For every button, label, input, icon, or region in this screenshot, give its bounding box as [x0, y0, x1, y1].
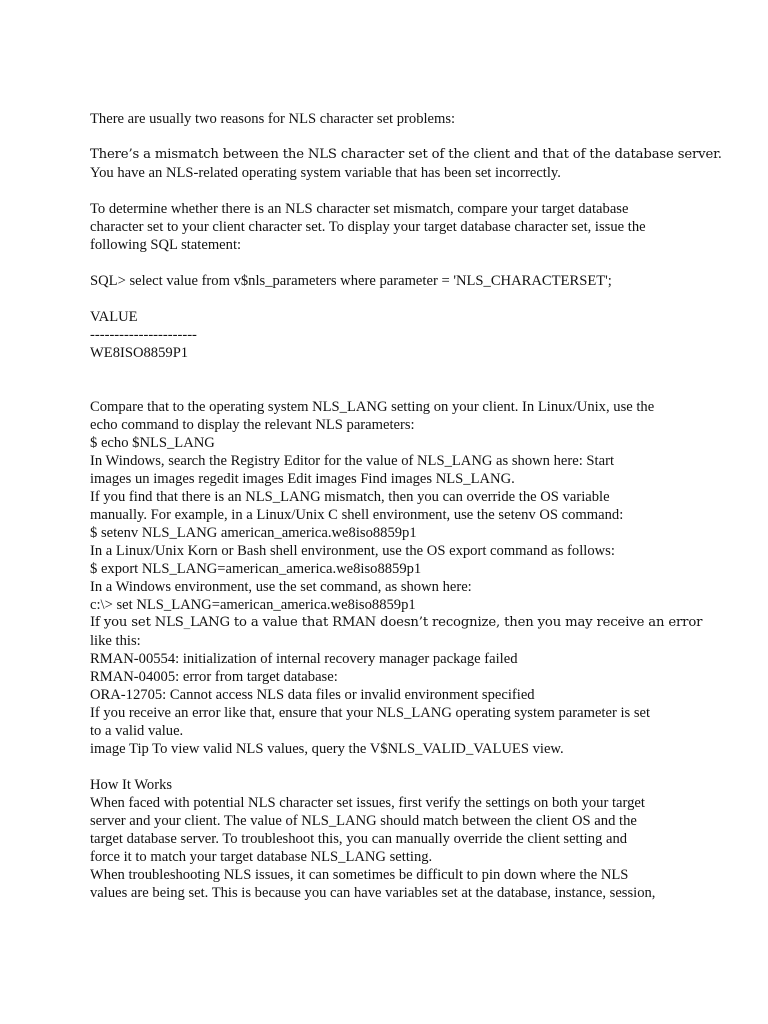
tip-line: image Tip To view valid NLS values, query the V$NLS_VALID_VALUES view.	[90, 741, 564, 757]
how-line: force it to match your target database NLS_LANG setting.	[90, 849, 433, 865]
reason-line: You have an NLS-related operating system variable that has been set incorrectly.	[90, 165, 561, 181]
how-line: When faced with potential NLS character set issues, first verify the settings on both your target	[90, 795, 645, 811]
document-page	[90, 110, 722, 902]
compare-line: If you receive an error like that, ensure that your NLS_LANG operating system parameter is set	[90, 705, 651, 721]
how-line: When troubleshooting NLS issues, it can sometimes be difficult to pin down where the NLS	[90, 867, 629, 883]
determine-line: To determine whether there is an NLS character set mismatch, compare your target database	[90, 201, 629, 217]
result-header: VALUE	[90, 309, 138, 325]
section-heading: How It Works	[90, 777, 173, 793]
compare-line: manually. For example, in a Linux/Unix C shell environment, use the setenv OS command:	[90, 507, 624, 523]
result-value: WE8ISO8859P1	[90, 345, 189, 361]
compare-line: echo command to display the relevant NLS parameters:	[90, 417, 415, 433]
command-line: $ echo $NLS_LANG	[90, 435, 215, 451]
error-line: RMAN-04005: error from target database:	[90, 669, 338, 685]
command-line: $ export NLS_LANG=american_america.we8iso8859p1	[90, 561, 422, 577]
compare-line: In Windows, search the Registry Editor for the value of NLS_LANG as shown here: Start	[90, 453, 614, 469]
how-line: server and your client. The value of NLS_LANG should match between the client OS and the	[90, 813, 637, 829]
how-line: values are being set. This is because you can have variables set at the database, instance, session,	[90, 885, 656, 901]
determine-line: following SQL statement:	[90, 237, 242, 253]
error-line: RMAN-00554: initialization of internal recovery manager package failed	[90, 651, 518, 667]
intro-line: There are usually two reasons for NLS character set problems:	[90, 111, 456, 127]
command-line: c:\> set NLS_LANG=american_america.we8iso8859p1	[90, 597, 416, 613]
compare-line: to a valid value.	[90, 723, 184, 739]
compare-line: like this:	[90, 633, 141, 649]
compare-line: images un images regedit images Edit images Find images NLS_LANG.	[90, 471, 515, 487]
result-separator: ----------------------	[90, 327, 197, 343]
command-line: $ setenv NLS_LANG american_america.we8iso8859p1	[90, 525, 417, 541]
compare-line: In a Linux/Unix Korn or Bash shell environment, use the OS export command as follows:	[90, 543, 615, 559]
compare-line: Compare that to the operating system NLS_LANG setting on your client. In Linux/Unix, use the	[90, 399, 655, 415]
how-line: target database server. To troubleshoot this, you can manually override the client setting and	[90, 831, 628, 847]
reason-line: There’s a mismatch between the NLS character set of the client and that of the database server.	[90, 147, 722, 162]
sql-statement: SQL> select value from v$nls_parameters where parameter = 'NLS_CHARACTERSET';	[90, 273, 612, 289]
determine-line: character set to your client character set. To display your target database character set, issue the	[90, 219, 646, 235]
error-line: ORA-12705: Cannot access NLS data files or invalid environment specified	[90, 687, 535, 703]
compare-line: If you set NLS_LANG to a value that RMAN doesn’t recognize, then you may receive an error	[90, 615, 703, 630]
compare-line: In a Windows environment, use the set command, as shown here:	[90, 579, 472, 595]
compare-line: If you find that there is an NLS_LANG mismatch, then you can override the OS variable	[90, 489, 610, 505]
